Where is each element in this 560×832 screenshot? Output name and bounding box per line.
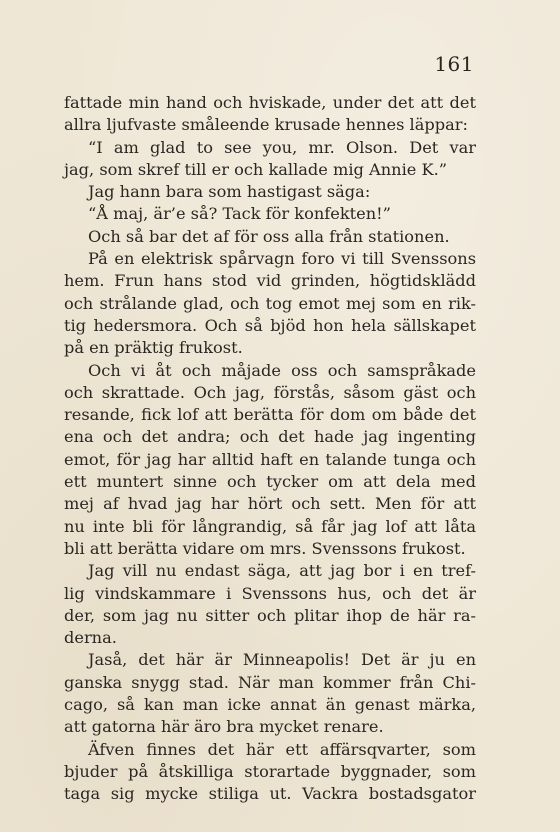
text-line: emot, för jag har alltid haft en talande tunga och: [64, 449, 476, 469]
text-line: fattade min hand och hviskade, under det att det: [64, 93, 476, 112]
body-text: [64, 92, 476, 806]
text-line: på en präktig frukost.: [64, 338, 243, 358]
text-line: Jag vill nu endast säga, att jag bor i en tref-: [88, 561, 476, 581]
text-line: ett muntert sinne och tycker om att dela med: [64, 472, 476, 492]
text-line: resande, fick lof att berätta för dom om både det: [64, 405, 476, 425]
text-line: och strålande glad, och tog emot mej som en rik-: [64, 293, 476, 313]
text-line: ganska snygg stad. När man kommer från Chi-: [64, 672, 476, 692]
text-line: der, som jag nu sitter och plitar ihop de här ra-: [64, 605, 476, 625]
text-line: “Å maj, är’e så? Tack för konfekten!”: [88, 204, 391, 224]
text-line: jag, som skref till er och kallade mig Annie K.”: [64, 159, 448, 179]
text-line: “I am glad to see you, mr. Olson. Det var: [88, 137, 476, 157]
text-line: taga sig mycke stiliga ut. Vackra bostadsgator: [64, 784, 476, 804]
text-line: och skrattade. Och jag, förstås, såsom gäst och: [64, 382, 476, 402]
text-line: hem. Frun hans stod vid grinden, högtidsklädd: [64, 271, 476, 291]
text-line: bli att berätta vidare om mrs. Svenssons frukost.: [64, 538, 466, 558]
text-line: cago, så kan man icke annat än genast märka,: [64, 695, 476, 715]
text-line: Och så bar det af för oss alla från stationen.: [88, 226, 450, 246]
text-line: Och vi åt och måjade oss och samspråkade: [88, 360, 476, 380]
text-line: ena och det andra; och det hade jag ingenting: [64, 427, 476, 447]
text-line: Jaså, det här är Minneapolis! Det är ju en: [88, 650, 476, 670]
text-line: att gatorna här äro bra mycket renare.: [64, 717, 384, 737]
text-line: På en elektrisk spårvagn foro vi till Svenssons: [88, 249, 476, 269]
text-line: Äfven finnes det här ett affärsqvarter, som: [88, 739, 476, 759]
text-line: nu inte bli för långrandig, så får jag lof att låta: [64, 516, 476, 536]
text-line: allra ljufvaste småleende krusade hennes läppar:: [64, 115, 468, 135]
text-line: mej af hvad jag har hört och sett. Men för att: [64, 494, 476, 514]
text-line: derna.: [64, 628, 117, 648]
text-line: bjuder på åtskilliga storartade byggnader, som: [64, 761, 476, 781]
text-line: lig vindskammare i Svenssons hus, och det är: [64, 583, 476, 603]
text-line: tig hedersmora. Och så bjöd hon hela sällskapet: [64, 315, 476, 335]
text-line: Jag hann bara som hastigast säga:: [88, 182, 371, 202]
page-number: 161: [434, 52, 474, 76]
